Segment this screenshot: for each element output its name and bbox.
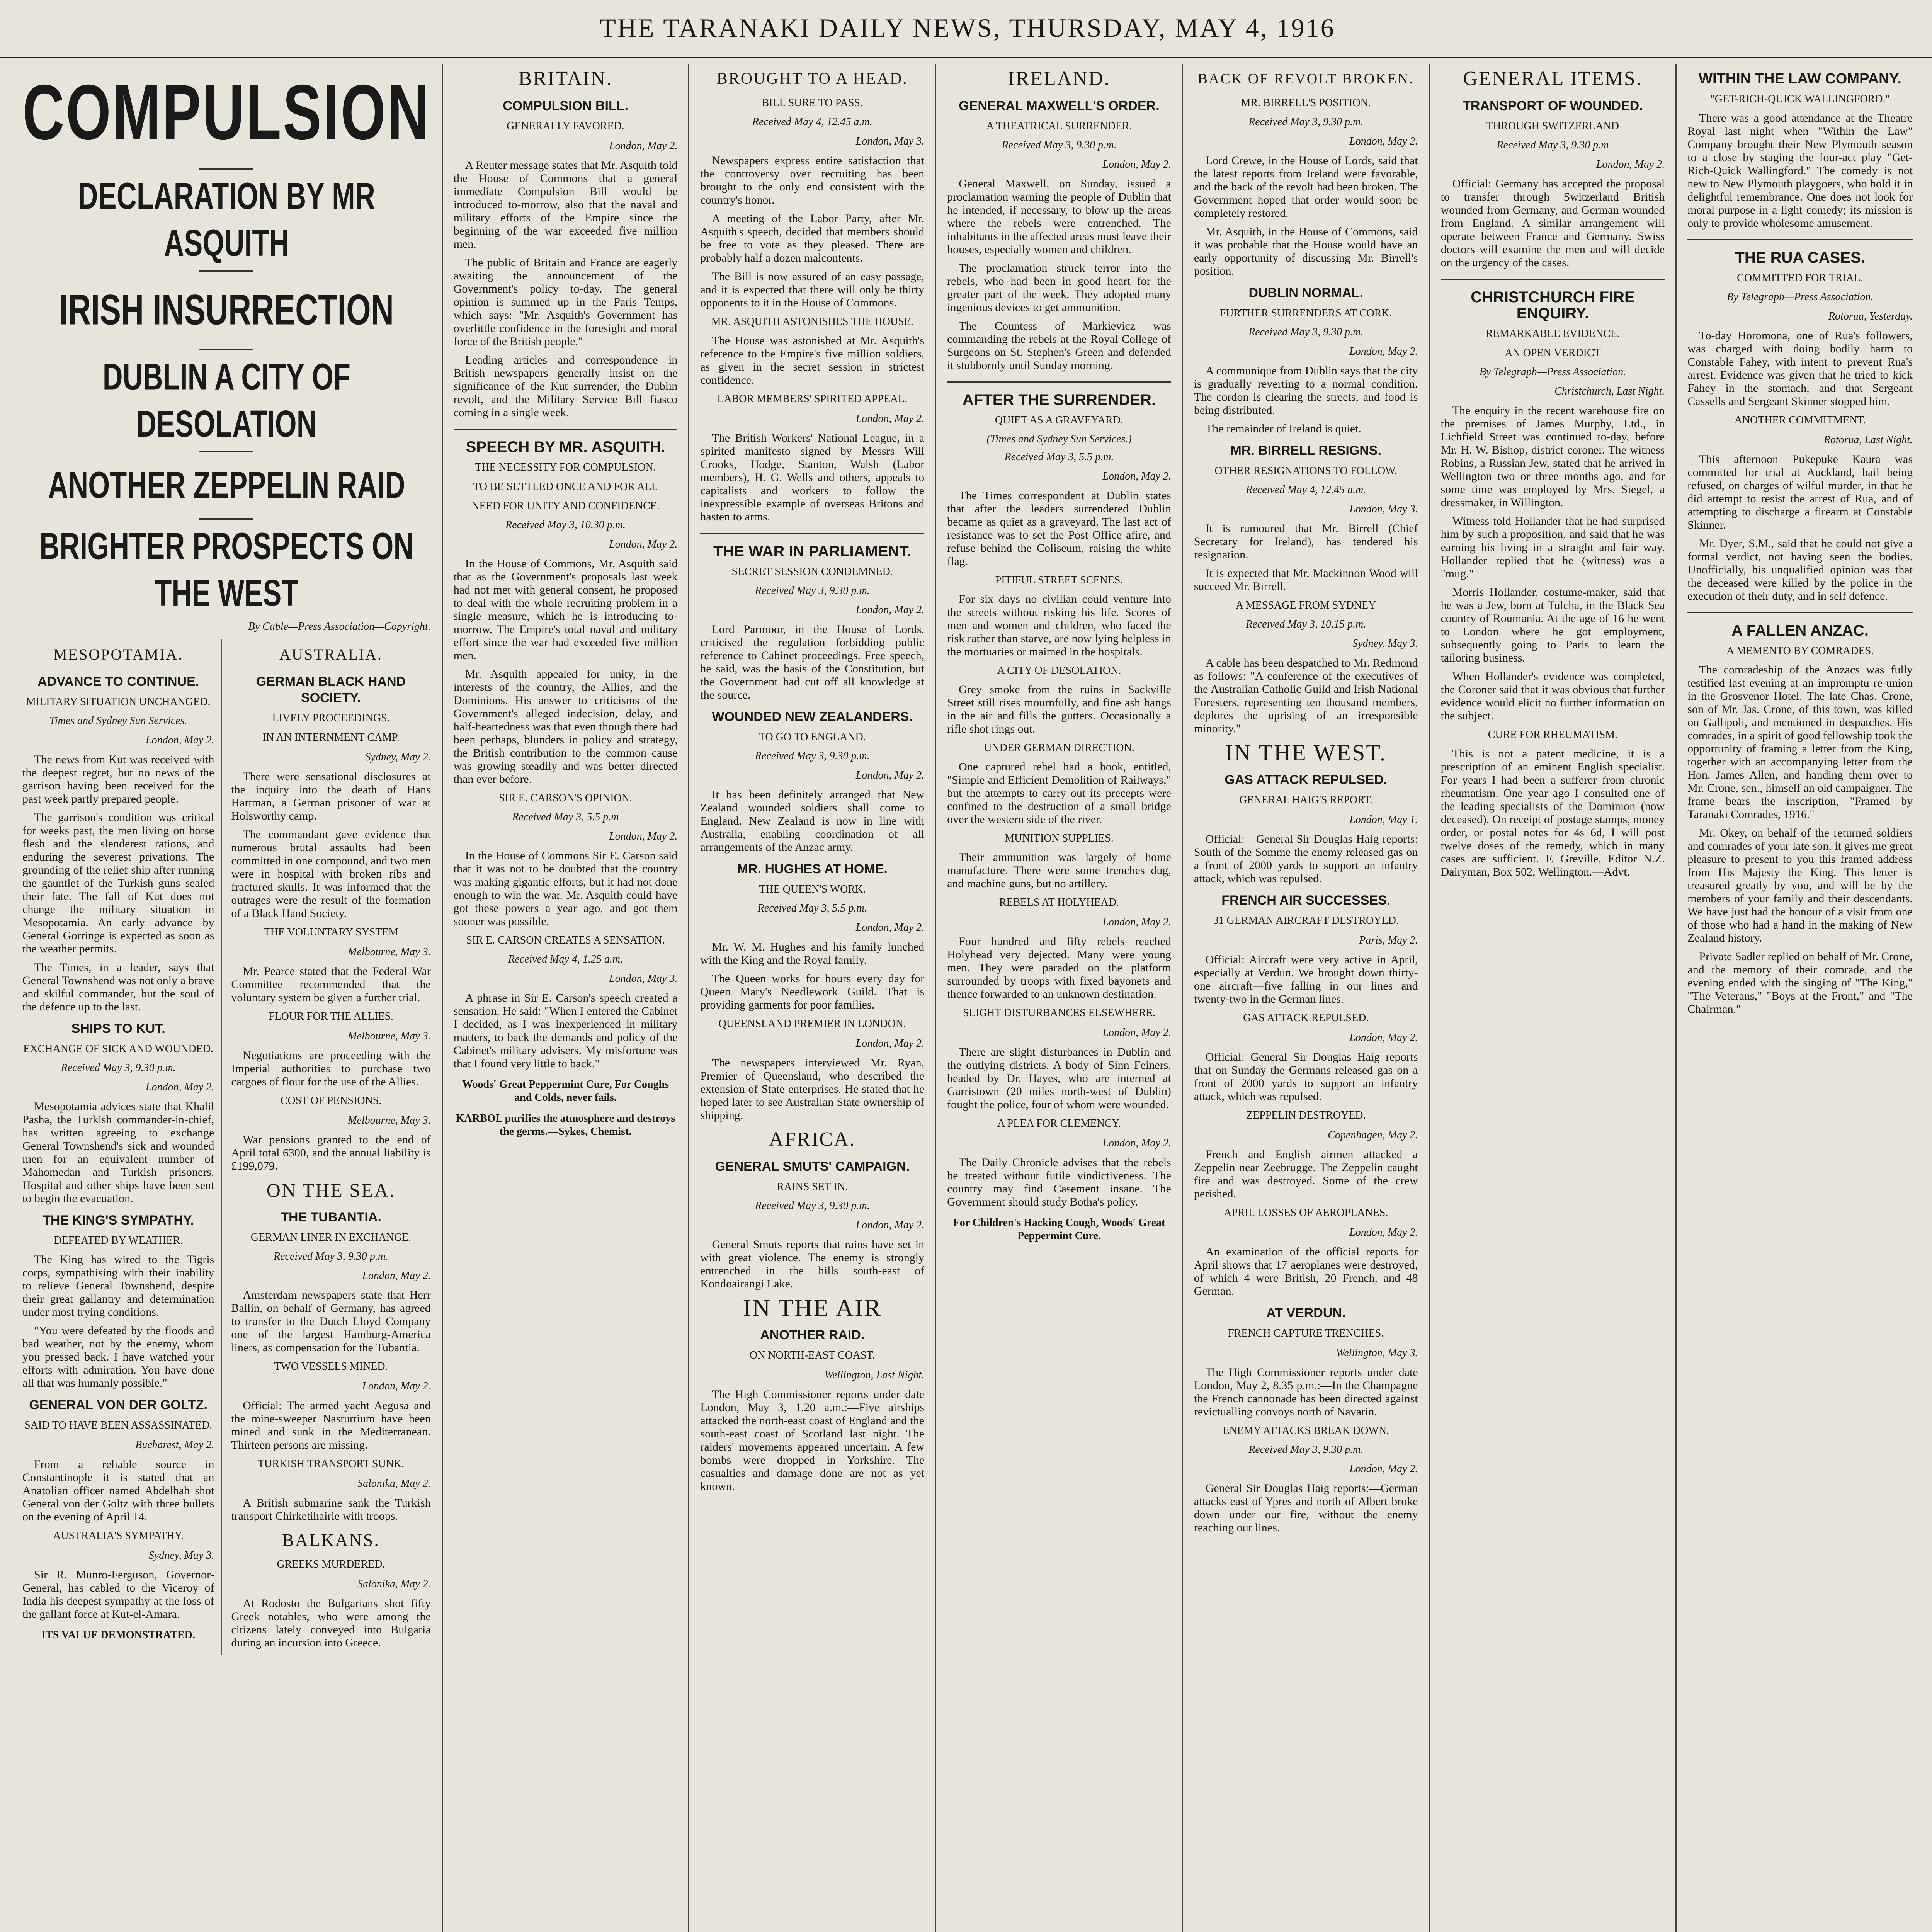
- newspaper-columns: [12, 64, 1923, 1932]
- section-title: MESOPOTAMIA.: [53, 646, 184, 663]
- sub-heading: SIR E. CARSON'S OPINION.: [499, 792, 633, 804]
- sub-heading: MUNITION SUPPLIES.: [1005, 832, 1114, 844]
- sub-heading: GAS ATTACK REPULSED.: [1225, 772, 1387, 787]
- article-paragraph: Official: The armed yacht Aegusa and the mine-sweeper Nasturtium have been mined and sunk in the Mediterranean. Thirteen persons are missing.: [231, 1399, 431, 1451]
- article-paragraph: A Reuter message states that Mr. Asquith told the House of Commons that a general immediate Compulsion Bill would be introduced to-morrow, also that the naval and military efforts of the Empire since the beginning of the war exceeded five million men.: [453, 159, 678, 250]
- dateline: Rotorua, Yesterday.: [1828, 310, 1913, 322]
- dateline: London, May 2.: [1102, 1137, 1171, 1149]
- article-paragraph: There are slight disturbances in Dublin and the outlying districts. A body of Sinn Feiners, headed by Dr. Hayes, who are interned at Garristown (20 miles north-west of Dublin) fought the police, four of whom were wounded.: [947, 1046, 1171, 1111]
- dateline: London, May 2.: [146, 1081, 214, 1093]
- dateline: London, May 2.: [1349, 1032, 1418, 1044]
- column-2: [443, 64, 690, 1932]
- section-title: IRELAND.: [1008, 68, 1111, 90]
- article-paragraph: The comradeship of the Anzacs was fully testified last evening at an impromptu re-union in the Grosvenor Hotel. The late Chas. Crone, son of Mr. Jas. Crone, of this town, was killed on Gallipoli, and mentioned in despatches. His comrades, in a spirit of good fellowship took the opportunity of framing a letter from the King, together with an accompanying letter from the Hon. James Allen, and handing them over to Mr. Crone, sen., himself an old campaigner. The frame bears the inscription, "Framed by Taranaki Comrades, 1916.": [1687, 663, 1913, 821]
- column-1: [12, 64, 443, 1932]
- dateline: London, May 2.: [1102, 470, 1171, 482]
- article-paragraph: General Sir Douglas Haig reports:—German attacks east of Ypres and north of Albert broke down under our fire, without the enemy reaching our lines.: [1194, 1482, 1418, 1534]
- advertisement: For Children's Hacking Cough, Woods' Great Peppermint Cure.: [953, 1217, 1165, 1242]
- advertisement: Woods' Great Peppermint Cure, For Coughs and Colds, never fails.: [462, 1078, 669, 1104]
- sub-heading: RAINS SET IN.: [777, 1181, 848, 1193]
- dateline: London, May 2.: [362, 1270, 431, 1282]
- sub-heading: QUEENSLAND PREMIER IN LONDON.: [718, 1018, 906, 1030]
- sub-heading: GENERAL VON DER GOLTZ.: [29, 1398, 207, 1412]
- sub-heading: ANOTHER COMMITMENT.: [1734, 414, 1866, 426]
- dateline: Received May 4, 12.45 a.m.: [1246, 484, 1366, 496]
- dateline: Received May 3, 5.5 p.m.: [757, 902, 867, 914]
- sub-heading: REMARKABLE EVIDENCE.: [1485, 328, 1620, 340]
- dateline: London, May 2.: [855, 1219, 925, 1231]
- dateline: Paris, May 2.: [1359, 934, 1418, 946]
- dateline: London, May 2.: [1349, 135, 1418, 147]
- divider: [199, 451, 253, 452]
- sub-heading: A CITY OF DESOLATION.: [997, 665, 1121, 677]
- article-paragraph: At Rodosto the Bulgarians shot fifty Greek notables, who were among the citizens lately conveyed into Bulgaria during an incursion into Greece.: [231, 1597, 431, 1649]
- dateline: Received May 3, 9.30 p.m.: [755, 1200, 870, 1212]
- headline-dublin: DUBLIN A CITY OF DESOLATION: [102, 356, 350, 445]
- divider: [700, 533, 924, 534]
- article-paragraph: Amsterdam newspapers state that Herr Ballin, on behalf of Germany, has agreed to transfer to the Dutch Lloyd Company one of the largest Hamburg-America liners, as compensation for the Tubantia.: [231, 1289, 431, 1354]
- article-paragraph: Witness told Hollander that he had surprised him by such a proposition, and said that he was earning his living in a straight and fair way. Hollander replied that he (witness) was a "mug.": [1440, 515, 1665, 580]
- article-paragraph: A communique from Dublin says that the city is gradually reverting to a normal condition. The cordon is clearing the streets, and food is being distributed.: [1194, 364, 1418, 417]
- advertisement: KARBOL purifies the atmosphere and destroys the germs.—Sykes, Chemist.: [456, 1112, 675, 1138]
- sub-heading: FRENCH CAPTURE TRENCHES.: [1228, 1327, 1384, 1339]
- sub-heading: TRANSPORT OF WOUNDED.: [1463, 99, 1643, 113]
- article-paragraph: Mr. Asquith appealed for unity, in the interests of the country, the Allies, and the Dominions. His answer to criticisms of the Government's alleged indecision, delay, and half-heartedness was that even though there had been perhaps, blunders in policy and strategy, the British contribution to the common cause was growing steadily and was better directed than ever before.: [453, 668, 678, 786]
- dateline: Sydney, May 3.: [148, 1549, 214, 1561]
- column-6: [1430, 64, 1677, 1932]
- sub-heading: BILL SURE TO PASS.: [762, 97, 863, 109]
- article-paragraph: It is expected that Mr. Mackinnon Wood will succeed Mr. Birrell.: [1194, 567, 1418, 593]
- sub-heading: NEED FOR UNITY AND CONFIDENCE.: [471, 500, 660, 512]
- article-paragraph: Mr. Pearce stated that the Federal War Committee recommended that the voluntary system be given a further trial.: [231, 965, 431, 1004]
- sub-heading: SLIGHT DISTURBANCES ELSEWHERE.: [963, 1007, 1155, 1019]
- sub-heading: AUSTRALIA'S SYMPATHY.: [53, 1530, 184, 1542]
- dateline: Salonika, May 2.: [357, 1478, 431, 1490]
- article-paragraph: Grey smoke from the ruins in Sackville Street still rises mournfully, and fine ash hangs in the air and fills the gutters. Occasionally a rifle shot rings out.: [947, 683, 1171, 735]
- article-paragraph: Official: Germany has accepted the proposal to transfer through Switzerland British wounded from Germany, and German wounded from England. A similar arrangement will operate between France and Germany. Swiss doctors will examine the men and will decide on the urgency of the cases.: [1440, 177, 1665, 269]
- dateline: Received May 3, 10.30 p.m.: [505, 519, 626, 531]
- sub-heading: THE VOLUNTARY SYSTEM: [264, 926, 398, 938]
- sub-heading: GERMAN LINER IN EXCHANGE.: [250, 1231, 412, 1243]
- mesopotamia-section: [22, 639, 222, 1655]
- dateline: Christchurch, Last Night.: [1554, 385, 1665, 397]
- sub-heading: A MEMENTO BY COMRADES.: [1726, 645, 1874, 657]
- dateline: Received May 3, 9.30 p.m: [1497, 139, 1609, 151]
- headline-zeppelin: ANOTHER ZEPPELIN RAID: [48, 464, 405, 506]
- sub-heading: TO GO TO ENGLAND.: [759, 731, 866, 743]
- sub-heading: DUBLIN NORMAL.: [1248, 286, 1363, 300]
- byline: By Cable—Press Association—Copyright.: [248, 621, 431, 633]
- article-paragraph: The House was astonished at Mr. Asquith's reference to the Empire's five million soldiers, as given in the secret session in strictest confidence.: [700, 334, 925, 386]
- sub-heading: CHRISTCHURCH FIRE ENQUIRY.: [1471, 289, 1635, 322]
- divider: [199, 270, 253, 272]
- article-paragraph: War pensions granted to the end of April total 6300, and the annual liability is £199,079.: [231, 1133, 431, 1172]
- sub-heading: TO BE SETTLED ONCE AND FOR ALL: [473, 481, 658, 493]
- dateline: London, May 2.: [855, 1037, 925, 1049]
- sub-heading: OTHER RESIGNATIONS TO FOLLOW.: [1214, 465, 1397, 477]
- article-paragraph: The commandant gave evidence that numerous brutal assaults had been committed in one compound, and two men were in hospital with broken ribs and fractured skulls. It was informed that the outrages were the result of the formation of a Black Hand Society.: [231, 828, 431, 920]
- sub-heading: IN AN INTERNMENT CAMP.: [262, 731, 400, 743]
- section-title: BACK OF REVOLT BROKEN.: [1197, 71, 1414, 87]
- dateline: London, May 2.: [855, 922, 925, 934]
- dateline: Received May 3, 9.30 p.m.: [1248, 116, 1364, 128]
- article-paragraph: There were sensational disclosures at the inquiry into the death of Hans Hartman, a German prisoner of war at Holsworthy camp.: [231, 770, 431, 822]
- sub-heading: COMMITTED FOR TRIAL.: [1737, 272, 1864, 284]
- dateline: London, May 2.: [1596, 158, 1665, 170]
- sub-heading: ENEMY ATTACKS BREAK DOWN.: [1223, 1425, 1389, 1437]
- sub-heading: GAS ATTACK REPULSED.: [1243, 1012, 1369, 1024]
- sub-heading: SECRET SESSION CONDEMNED.: [731, 566, 893, 578]
- sub-heading: 31 GERMAN AIRCRAFT DESTROYED.: [1213, 915, 1399, 927]
- sub-heading: CURE FOR RHEUMATISM.: [1488, 729, 1618, 741]
- sub-heading: THE NECESSITY FOR COMPULSION.: [475, 461, 656, 473]
- article-paragraph: The news from Kut was received with the deepest regret, but no news of the garrison having been received for the past week partly prepared people.: [22, 753, 214, 805]
- dateline: Wellington, Last Night.: [824, 1369, 925, 1381]
- article-paragraph: The newspapers interviewed Mr. Ryan, Premier of Queensland, who described the extension of State enterprises. He stated that he hoped later to see Australian State ownership of shipping.: [700, 1056, 925, 1122]
- sub-heading: AN OPEN VERDICT: [1505, 347, 1601, 359]
- dateline: London, May 2.: [609, 140, 678, 152]
- dateline: Sydney, May 2.: [365, 751, 431, 763]
- dateline: London, May 3.: [1349, 503, 1418, 515]
- australia-section: [231, 639, 430, 1655]
- sub-heading: SHIPS TO KUT.: [71, 1021, 165, 1036]
- dateline: London, May 2.: [1349, 345, 1418, 357]
- sub-heading: THE QUEEN'S WORK.: [759, 883, 866, 895]
- sub-heading: SIR E. CARSON CREATES A SENSATION.: [466, 934, 665, 946]
- dateline: London, May 3.: [855, 135, 925, 147]
- section-title: BALKANS.: [282, 1530, 380, 1550]
- sub-heading: MILITARY SITUATION UNCHANGED.: [26, 696, 211, 708]
- article-paragraph: From a reliable source in Constantinople it is stated that an Anatolian officer named Abdelhah shot General von der Goltz with three bullets on the evening of April 14.: [22, 1458, 214, 1523]
- dateline: By Telegraph—Press Association.: [1726, 291, 1874, 303]
- article-paragraph: This is not a patent medicine, it is a prescription of an eminent English specialist. For years I had been a sufferer from chronic rheumatism. One year ago I consulted one of the leading specialists of the Dominion (now deceased). On receipt of postage stamps, money order, or postal notes for 4s 6d, I will post twelve doses of the remedy, which in many cases are sufficient. F. Greville, Editor N.Z. Dairyman, Box 502, Wellington.—Advt.: [1440, 747, 1665, 878]
- article-paragraph: Four hundred and fifty rebels reached Holyhead very dejected. Many were young men. They were paraded on the platform surrounded by troops with fixed bayonets and thence forwarded to an unknown destination.: [947, 935, 1171, 1000]
- dateline: Received May 3, 5.5 p.m: [512, 811, 619, 823]
- dateline: Sydney, May 3.: [1352, 638, 1418, 650]
- sub-heading: MR. ASQUITH ASTONISHES THE HOUSE.: [711, 316, 913, 328]
- sub-heading: SPEECH BY MR. ASQUITH.: [466, 439, 665, 456]
- article-paragraph: Mr. Asquith, in the House of Commons, said it was probable that the House would have an early opportunity of discussing Mr. Birrell's position.: [1194, 225, 1418, 277]
- dateline: Melbourne, May 3.: [348, 1030, 431, 1042]
- article-paragraph: The public of Britain and France are eagerly awaiting the announcement of the Government's policy to-day. The general opinion is summed up in the Paris Temps, which says: "Mr. Asquith's Government has overlittle confidence in the foresight and moral force of the British people.": [453, 256, 678, 348]
- dateline: Copenhagen, May 2.: [1328, 1129, 1418, 1141]
- article-paragraph: A meeting of the Labor Party, after Mr. Asquith's speech, decided that members should be free to vote as they pleased. There are probably half a dozen malcontents.: [700, 212, 925, 264]
- divider: [199, 168, 253, 170]
- dateline: London, May 2.: [609, 538, 678, 550]
- column-3: [689, 64, 936, 1932]
- dateline: Received May 4, 12.45 a.m.: [752, 116, 872, 128]
- sub-heading: TURKISH TRANSPORT SUNK.: [257, 1458, 405, 1470]
- article-paragraph: One captured rebel had a book, entitled, "Simple and Efficient Demolition of Railways," but the attempts to carry out its precepts were confined to the destruction of a small bridge over the western side of the river.: [947, 760, 1171, 826]
- sub-heading: A MESSAGE FROM SYDNEY: [1236, 599, 1376, 611]
- article-paragraph: In the House of Commons, Mr. Asquith said that as the Government's proposals last week had not met with general consent, he proposed to deal with the whole recruiting problem in a single measure, which he is introducing to-morrow. The Empire's total naval and military effort since the war had exceeded five million men.: [453, 557, 678, 662]
- divider: [199, 518, 253, 520]
- article-paragraph: It has been definitely arranged that New Zealand wounded soldiers shall come to England. New Zealand is now in line with Australia, enabling coordination of all arrangements of the Anzac army.: [700, 788, 925, 854]
- article-paragraph: The King has wired to the Tigris corps, sympathising with their inability to relieve General Townshend, despite their great gallantry and determination under most trying conditions.: [22, 1253, 214, 1318]
- article-paragraph: An examination of the official reports for April shows that 17 aeroplanes were destroyed, of which 4 were British, 20 French, and 48 German.: [1194, 1245, 1418, 1298]
- dateline: Received May 3, 9.30 p.m.: [1248, 1444, 1364, 1456]
- dateline: Received May 3, 9.30 p.m.: [755, 750, 870, 762]
- headline-compulsion: COMPULSION: [22, 68, 431, 156]
- article-paragraph: Mr. Dyer, S.M., said that he could not give a formal verdict, not having seen the bodies. Unofficially, his unqualified opinion was that the deceased were killed by the police in the execution of their duty, and in self defence.: [1687, 537, 1913, 602]
- sub-heading: LIVELY PROCEEDINGS.: [272, 712, 390, 724]
- article-paragraph: Official:—General Sir Douglas Haig reports: South of the Somme the enemy released gas on a front of 2000 yards to support an infantry attack, which was repulsed.: [1194, 833, 1418, 885]
- sub-heading: MR. HUGHES AT HOME.: [737, 862, 888, 876]
- sub-heading: PITIFUL STREET SCENES.: [995, 574, 1123, 586]
- divider: [199, 349, 253, 350]
- dateline: Received May 3, 9.30 p.m.: [61, 1062, 176, 1074]
- sub-heading: ON NORTH-EAST COAST.: [749, 1349, 875, 1361]
- masthead: THE TARANAKI DAILY NEWS, THURSDAY, MAY 4, 1916: [0, 0, 1932, 58]
- section-title: IN THE AIR: [743, 1294, 882, 1321]
- article-paragraph: Sir R. Munro-Ferguson, Governor-General, has cabled to the Viceroy of India his deepest sympathy at the loss of the gallant force at Kut-el-Amara.: [22, 1568, 214, 1621]
- dateline: Received May 3, 9.30 p.m.: [274, 1250, 389, 1262]
- article-paragraph: Leading articles and correspondence in British newspapers generally insist on the significance of the Kut surrender, the Dublin revolt, and the Military Service Bill fiasco coming in a single week.: [453, 354, 678, 419]
- section-title: AUSTRALIA.: [279, 646, 383, 663]
- sub-heading: "GET-RICH-QUICK WALLINGFORD.": [1710, 93, 1890, 105]
- section-title: BRITAIN.: [518, 68, 613, 90]
- dateline: Received May 3, 5.5 p.m.: [1004, 451, 1114, 463]
- article-paragraph: The High Commissioner reports under date London, May 3, 1.20 a.m.:—Five airships attacked the north-east coast of England and the south-east coast of Scotland last night. The raiders' movements appeared uncertain. A few bombs were dropped in Yorkshire. The casualties and damage done are not as yet known.: [700, 1388, 925, 1493]
- article-paragraph: For six days no civilian could venture into the streets without risking his life. Scores of men and women and children, who faced the risk rather than starve, are now lying helpless in the mortuaries or maimed in the hospitals.: [947, 593, 1171, 658]
- article-paragraph: French and English airmen attacked a Zeppelin near Zeebrugge. The Zeppelin caught fire and was destroyed. Some of the crew perished.: [1194, 1148, 1418, 1200]
- dateline: London, May 2.: [362, 1380, 431, 1392]
- advertisement: ITS VALUE DEMONSTRATED.: [41, 1629, 195, 1641]
- dateline: Received May 3, 10.15 p.m.: [1246, 618, 1366, 630]
- column-1-split: [22, 639, 431, 1655]
- article-paragraph: Mesopotamia advices state that Khalil Pasha, the Turkish commander-in-chief, has written agreeing to exchange General Townshend's sick and wounded men for an equivalent number of Mahomedan and Turkish prisoners. Hospital and other ships have been sent to begin the evacuation.: [22, 1100, 214, 1205]
- sub-heading: FURTHER SURRENDERS AT CORK.: [1219, 307, 1392, 319]
- sub-heading: COST OF PENSIONS.: [280, 1095, 382, 1107]
- article-paragraph: This afternoon Pukepuke Kaura was committed for trial at Auckland, bail being refused, on charges of wilful murder, in that he did attempt to resist the arrest of Rua, and of attempting to discharge a firearm at Constable Skinner.: [1687, 453, 1913, 531]
- article-paragraph: A phrase in Sir E. Carson's speech created a sensation. He said: "When I entered the Cabinet I decided, as I was inexperienced in military matters, to back the demands and policy of the Cabinet's military advisers. My misfortune was that I found very little to back.": [453, 992, 678, 1070]
- divider: [1687, 239, 1913, 240]
- dateline: London, May 1.: [1349, 814, 1418, 826]
- article-paragraph: The remainder of Ireland is quiet.: [1205, 422, 1362, 435]
- article-paragraph: Private Sadler replied on behalf of Mr. Crone, and the memory of their comrade, and the evening ended with the singing of "The King," "The Veterans," "Boys at the Front," and "The Chairman.": [1687, 950, 1913, 1015]
- article-paragraph: General Smuts reports that rains have set in with great violence. The enemy is strongly entrenched in the hills south-east of Kondoairangi Lake.: [700, 1238, 925, 1290]
- headline-west: BRIGHTER PROSPECTS ON THE WEST: [39, 526, 414, 614]
- dateline: London, May 2.: [855, 769, 925, 781]
- article-paragraph: A British submarine sank the Turkish transport Chirketihairie with troops.: [231, 1497, 431, 1522]
- dateline: London, May 2.: [1102, 1027, 1171, 1039]
- headline-asquith: DECLARATION BY MR ASQUITH: [78, 175, 375, 264]
- sub-heading: ZEPPELIN DESTROYED.: [1246, 1109, 1366, 1121]
- section-title: GENERAL ITEMS.: [1463, 68, 1643, 90]
- sub-heading: ANOTHER RAID.: [760, 1328, 865, 1342]
- article-paragraph: To-day Horomona, one of Rua's followers, was charged with doing bodily harm to Constable Fahey, with intent to prevent Rua's arrest. Evidence was given that he tried to kick Fahey in the stomach, and that Sergeant Cassells and Sergeant Skinner stopped him.: [1687, 329, 1913, 408]
- divider: [1441, 279, 1665, 280]
- article-paragraph: Mr. W. M. Hughes and his family lunched with the King and the Royal family.: [700, 940, 925, 966]
- article-paragraph: "You were defeated by the floods and bad weather, not by the enemy, whom you pressed back. I have watched your efforts with admiration. You have done all that was humanly possible.": [22, 1324, 214, 1389]
- article-paragraph: Their ammunition was largely of home manufacture. There were some trenches dug, and machine guns, but no artillery.: [947, 851, 1171, 890]
- article-paragraph: General Maxwell, on Sunday, issued a proclamation warning the people of Dublin that he intended, if necessary, to blow up the areas where the rebels were entrenched. The inhabitants in the affected areas must leave their houses, especially women and children.: [947, 177, 1171, 256]
- dateline: London, May 2.: [1102, 916, 1171, 928]
- sub-heading: GENERAL HAIG'S REPORT.: [1239, 794, 1373, 806]
- dateline: Times and Sydney Sun Services.: [49, 715, 187, 727]
- dateline: Melbourne, May 3.: [348, 946, 431, 958]
- article-paragraph: Official: General Sir Douglas Haig reports that on Sunday the Germans released gas on a front of 2000 yards to support an infantry attack, which was repulsed.: [1194, 1051, 1418, 1103]
- dateline: London, May 3.: [609, 973, 678, 985]
- article-paragraph: Lord Crewe, in the House of Lords, said that the latest reports from Ireland were favorable, and the back of the revolt had been broken. The Government hoped that order would soon be completely restored.: [1194, 154, 1418, 219]
- article-paragraph: Lord Parmoor, in the House of Lords, criticised the regulation forbidding public reference to Cabinet proceedings. Free speech, he said, was the basis of the Constitution, but the Government had cut off all knowledge at the source.: [700, 623, 925, 701]
- sub-heading: TWO VESSELS MINED.: [274, 1361, 388, 1372]
- sub-heading: EXCHANGE OF SICK AND WOUNDED.: [23, 1043, 214, 1055]
- dateline: By Telegraph—Press Association.: [1479, 366, 1626, 378]
- sub-heading: GREEKS MURDERED.: [277, 1558, 385, 1570]
- dateline: London, May 2.: [1102, 158, 1171, 170]
- dateline: Rotorua, Last Night.: [1823, 434, 1913, 446]
- dateline: Salonika, May 2.: [357, 1578, 431, 1590]
- dateline: Received May 3, 9.30 p.m.: [755, 585, 870, 597]
- article-paragraph: The Queen works for hours every day for Queen Mary's Needlework Guild. That is providing garments for poor families.: [700, 972, 925, 1011]
- article-paragraph: The British Workers' National League, in a spirited manifesto signed by Messrs Will Crooks, Hodge, Stanton, Walsh (Labor members), H. G. Wells and others, appeals to capitalists and workers to follow the inexpressible example of overseas Britons and hasten to arms.: [700, 432, 925, 523]
- divider: [947, 381, 1171, 383]
- dateline: London, May 2.: [855, 604, 925, 616]
- sub-heading: FRENCH AIR SUCCESSES.: [1221, 893, 1391, 908]
- section-title: WITHIN THE LAW COMPANY.: [1699, 71, 1902, 87]
- dateline: London, May 2.: [855, 413, 925, 425]
- sub-heading: THE KING'S SYMPATHY.: [43, 1213, 194, 1228]
- article-paragraph: Newspapers express entire satisfaction that the controversy over recruiting has been brought to the only end consistent with the country's honor.: [700, 154, 925, 206]
- sub-heading: LABOR MEMBERS' SPIRITED APPEAL.: [717, 393, 908, 405]
- sub-heading: UNDER GERMAN DIRECTION.: [984, 742, 1134, 754]
- dateline: Wellington, May 3.: [1336, 1347, 1418, 1359]
- sub-heading: REBELS AT HOLYHEAD.: [999, 896, 1119, 908]
- column-7: [1677, 64, 1923, 1932]
- section-title: AFRICA.: [769, 1128, 856, 1150]
- sub-heading: THROUGH SWITZERLAND: [1486, 120, 1619, 132]
- sub-heading: AT VERDUN.: [1266, 1306, 1346, 1320]
- dateline: Melbourne, May 3.: [348, 1114, 431, 1126]
- dateline: London, May 2.: [1349, 1463, 1418, 1475]
- column-5: [1183, 64, 1430, 1932]
- section-title: ON THE SEA.: [266, 1179, 396, 1201]
- sub-heading: GERMAN BLACK HAND SOCIETY.: [256, 674, 406, 705]
- dateline: Bucharest, May 2.: [135, 1439, 214, 1451]
- sub-heading: THE RUA CASES.: [1735, 249, 1865, 266]
- section-title: BROUGHT TO A HEAD.: [716, 70, 908, 88]
- dateline: Received May 4, 1.25 a.m.: [508, 953, 623, 965]
- divider: [1687, 612, 1913, 613]
- sub-heading: DEFEATED BY WEATHER.: [54, 1235, 183, 1247]
- sub-heading: A THEATRICAL SURRENDER.: [986, 120, 1132, 132]
- dateline: Received May 3, 9.30 p.m.: [1002, 139, 1117, 151]
- sub-heading: GENERAL MAXWELL'S ORDER.: [959, 99, 1160, 113]
- article-paragraph: The enquiry in the recent warehouse fire on the premises of James Murphy, Ltd., in Lichfield Street was continued to-day, before Mr. H. W. Bishop, district coroner. The witness Robins, a Russian Jew, stated that he arrived in Wellington two or three months ago, and for some time was employed by Mrs. Siegel, a dressmaker, in Willington.: [1440, 404, 1665, 509]
- article-paragraph: The garrison's condition was critical for weeks past, the men living on horse flesh and the slenderest rations, and enduring the severest privations. The grounding of the relief ship after running the gauntlet of the Turkish guns sealed their fate. The fall of Kut does not change the military situation in Mesopotamia. An early advance by General Gorringe is expected as soon as the weather permits.: [22, 811, 214, 955]
- sub-heading: A PLEA FOR CLEMENCY.: [997, 1117, 1121, 1129]
- sub-heading: MR. BIRRELL RESIGNS.: [1230, 443, 1381, 458]
- section-title: IN THE WEST.: [1225, 740, 1387, 765]
- article-paragraph: Negotiations are proceeding with the Imperial authorities to purchase two cargoes of flour for the use of the Allies.: [231, 1049, 431, 1088]
- article-paragraph: Official: Aircraft were very active in April, especially at Verdun. We brought down thirty-one aircraft—five falling in our lines and twenty-two in the German lines.: [1194, 953, 1418, 1005]
- article-paragraph: In the House of Commons Sir E. Carson said that it was not to be doubted that the country was making gigantic efforts, but it had not done enough to win the war. Mr. Asquith could have got these powers a year ago, and got them sooner was possible.: [453, 849, 678, 928]
- article-paragraph: The Countess of Markievicz was commanding the rebels at the Royal College of Surgeons on St. Stephen's Green and defended it stubbornly until Sunday morning.: [947, 320, 1171, 372]
- dateline: (Times and Sydney Sun Services.): [986, 433, 1132, 445]
- sub-heading: AFTER THE SURRENDER.: [962, 391, 1156, 408]
- dateline: London, May 2.: [146, 734, 214, 746]
- article-paragraph: There was a good attendance at the Theatre Royal last night when "Within the Law" Company brought their New Plymouth season to a close by staging the four-act play "Get-Rich-Quick Wallingford." The comedy is not new to New Plymouth playgoers, who hold it in delightful remembrance. One does not look for moral purpose in a light comedy; its mission is only to provide wholesome amusement.: [1687, 112, 1913, 230]
- article-paragraph: The Times, in a leader, says that General Townshend was not only a brave and skilful commander, but the soul of the defence up to the last.: [22, 961, 214, 1013]
- dateline: London, May 2.: [1349, 1226, 1418, 1238]
- column-4: [936, 64, 1183, 1932]
- article-paragraph: It is rumoured that Mr. Birrell (Chief Secretary for Ireland), has tendered his resignation.: [1194, 522, 1418, 561]
- sub-heading: ADVANCE TO CONTINUE.: [37, 674, 199, 689]
- dateline: London, May 2.: [609, 830, 678, 842]
- article-paragraph: The proclamation struck terror into the rebels, who had been in good heart for the greater part of the week. They adopted many ingenious devices to get ammunition.: [947, 262, 1171, 314]
- sub-heading: COMPULSION BILL.: [503, 99, 628, 113]
- sub-heading: QUIET AS A GRAVEYARD.: [995, 414, 1123, 426]
- article-paragraph: A cable has been despatched to Mr. Redmond as follows: "A conference of the executives of the Australian Catholic Guild and Irish National Foresters, representing ten thousand members, deplores the uprising of an irresponsible minority.": [1194, 656, 1418, 735]
- sub-heading: A FALLEN ANZAC.: [1731, 622, 1869, 639]
- sub-heading: GENERAL SMUTS' CAMPAIGN.: [715, 1159, 910, 1174]
- sub-heading: THE TUBANTIA.: [281, 1210, 381, 1225]
- article-paragraph: The Daily Chronicle advises that the rebels be treated without futile vindictiveness. The country may find Casement insane. The Government should study Botha's policy.: [947, 1156, 1171, 1208]
- article-paragraph: The Times correspondent at Dublin states that after the leaders surrendered Dublin became as quiet as a graveyard. The last act of resistance was to set the Post Office afire, and refuse behind the Coliseum, raising the white flag.: [947, 489, 1171, 568]
- article-paragraph: The Bill is now assured of an easy passage, and it is expected that there will only be thirty opponents to it in the House of Commons.: [700, 270, 925, 309]
- sub-heading: THE WAR IN PARLIAMENT.: [713, 543, 912, 560]
- dateline: Received May 3, 9.30 p.m.: [1248, 326, 1364, 338]
- article-paragraph: Mr. Okey, on behalf of the returned soldiers and comrades of your late son, it gives me great pleasure to present to you this framed address from His Majesty the King. This letter is treasured greatly by you, and will be by the members of your family and their descendants. We have just had the honour of a visit from one of those who had a hand in the making of New Zealand history.: [1687, 827, 1913, 944]
- sub-heading: FLOUR FOR THE ALLIES.: [268, 1010, 394, 1022]
- headline-irish: IRISH INSURRECTION: [59, 286, 394, 334]
- article-paragraph: Morris Hollander, costume-maker, said that he was a Jew, born at Tulcha, in the Black Sea country of Roumania. At the age of 16 he went to London where he got employment, subsequently going to Paris to learn the tailoring business.: [1440, 586, 1665, 664]
- article-paragraph: When Hollander's evidence was completed, the Coroner said that it was obvious that further evidence would elicit no further information on the subject.: [1440, 670, 1665, 722]
- sub-heading: MR. BIRRELL'S POSITION.: [1241, 97, 1371, 109]
- sub-heading: APRIL LOSSES OF AEROPLANES.: [1224, 1207, 1388, 1219]
- article-paragraph: The High Commissioner reports under date London, May 2, 8.35 p.m.:—In the Champagne the French cannonade has been directed against revictualling convoys north of Navarin.: [1194, 1366, 1418, 1418]
- sub-heading: GENERALLY FAVORED.: [507, 120, 624, 132]
- sub-heading: SAID TO HAVE BEEN ASSASSINATED.: [24, 1419, 213, 1431]
- divider: [454, 429, 678, 430]
- sub-heading: WOUNDED NEW ZEALANDERS.: [712, 709, 913, 724]
